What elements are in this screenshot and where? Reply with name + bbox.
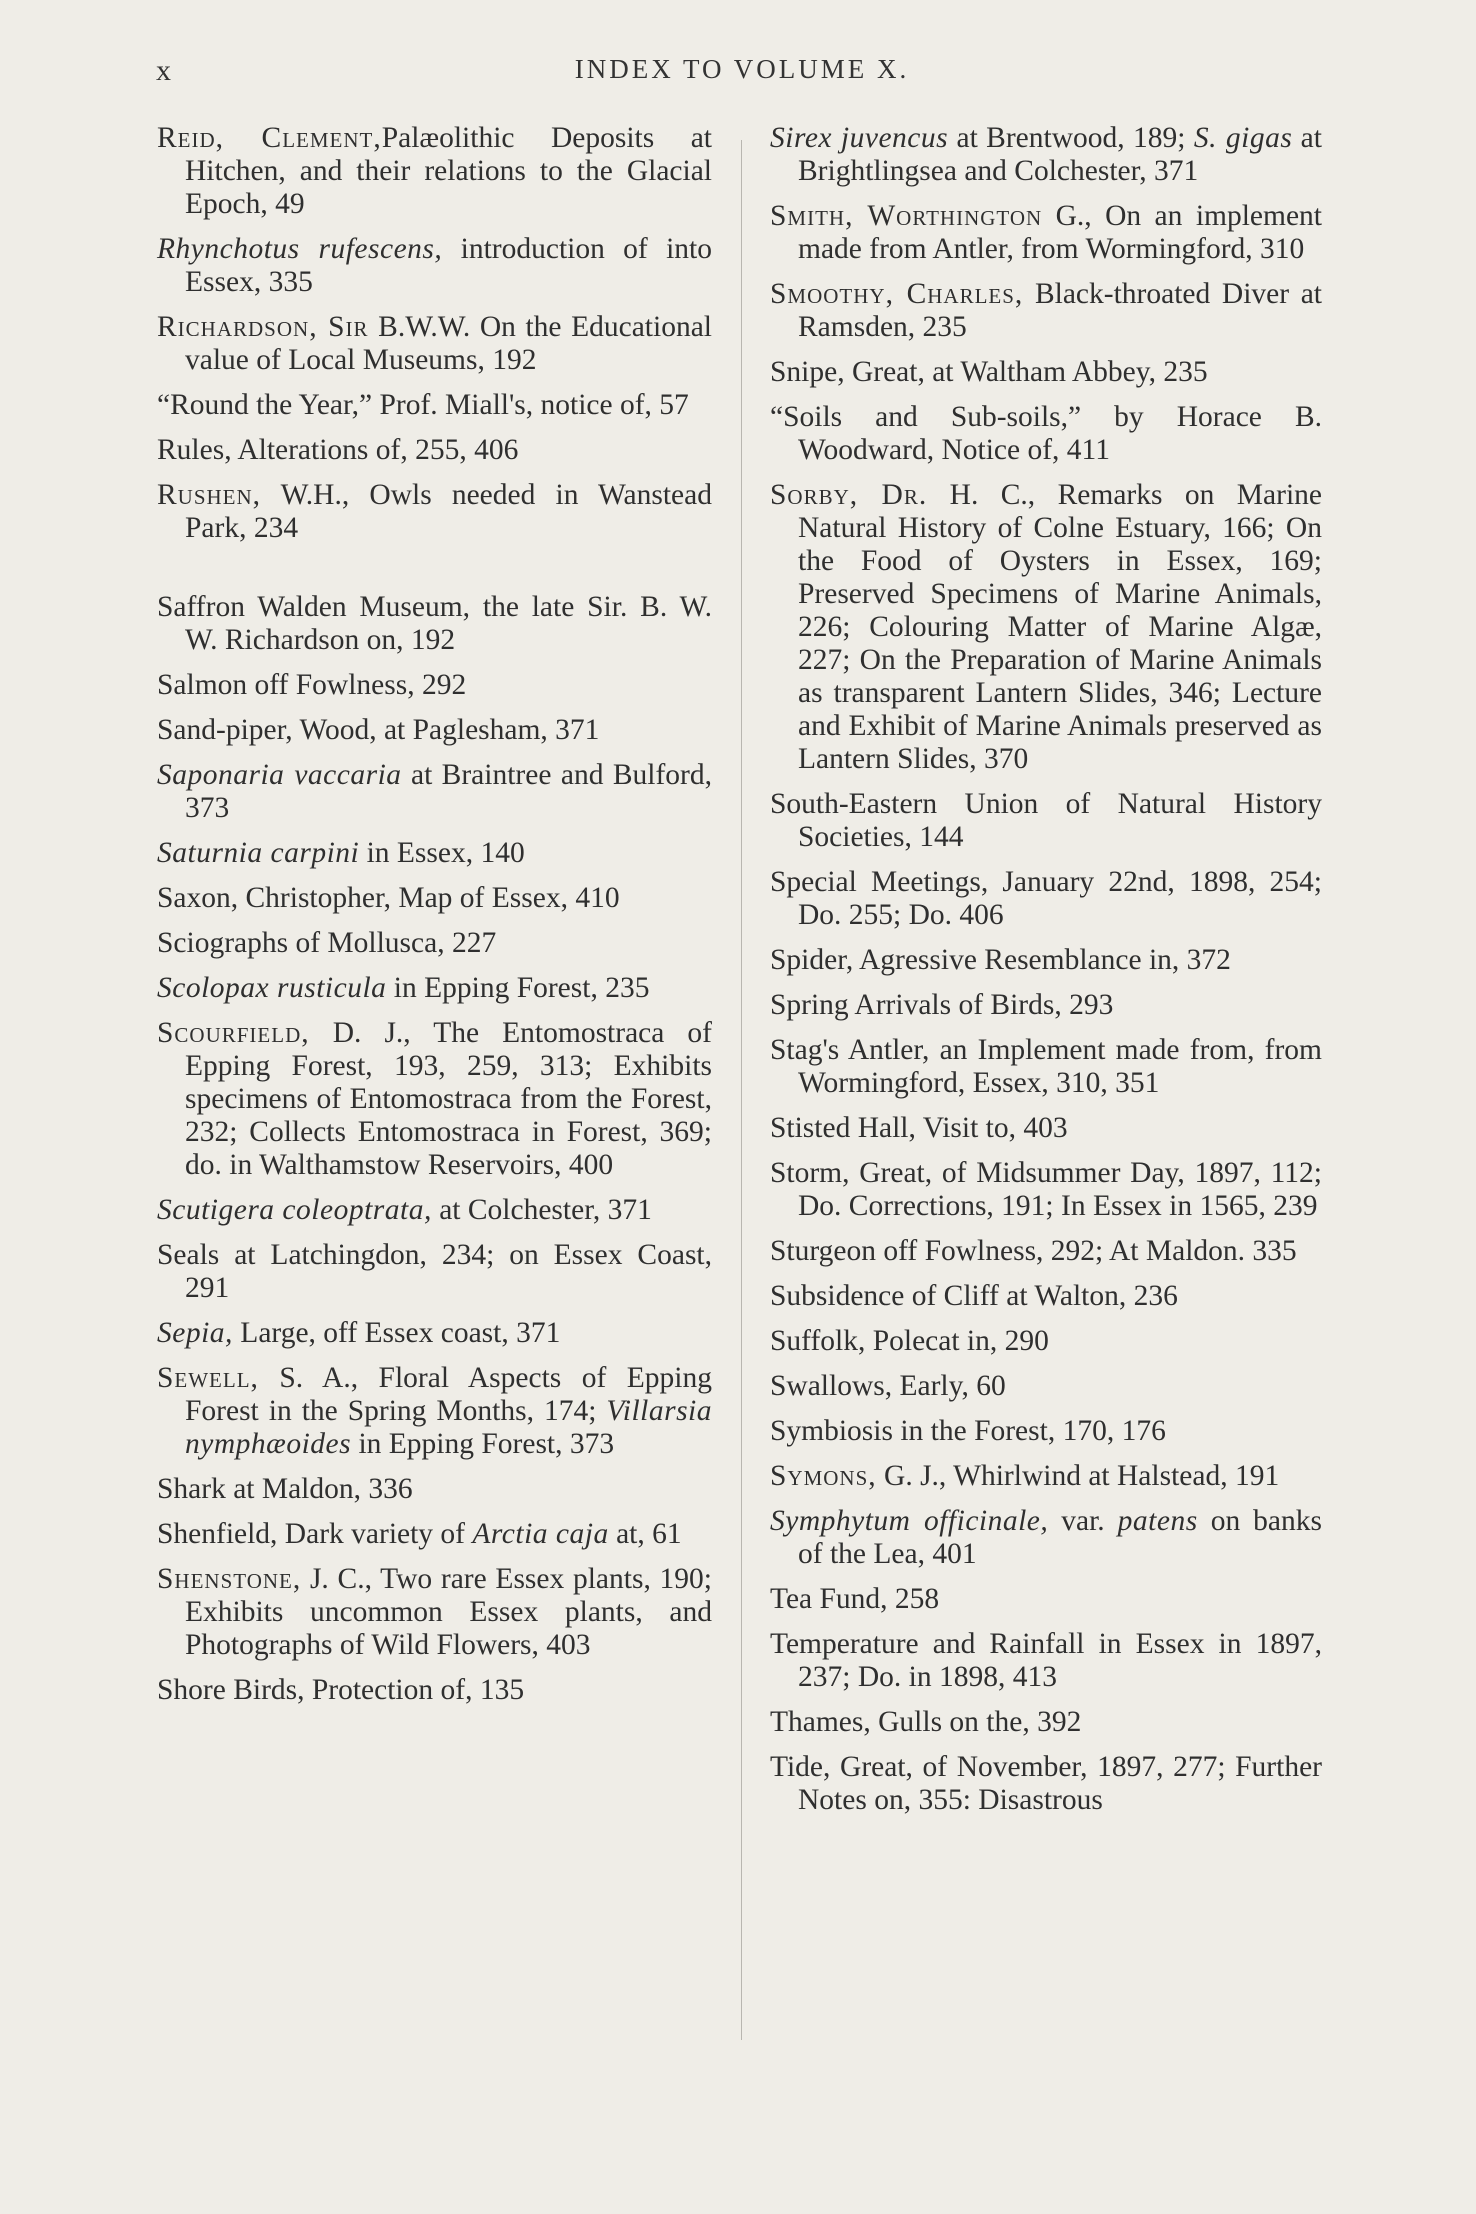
- index-entry: [157, 669, 712, 702]
- index-entry: [770, 788, 1322, 854]
- index-entry: [157, 311, 712, 377]
- index-entry: [157, 714, 712, 747]
- entry-text: Sciographs of Mollusca, 227: [157, 927, 497, 959]
- index-entry: [157, 1017, 712, 1182]
- entry-text: Salmon off Fowlness, 292: [157, 669, 467, 701]
- entry-taxon: Sirex juvencus: [770, 122, 949, 154]
- entry-author: Reid, Clement,: [157, 122, 382, 154]
- entry-text: Spring Arrivals of Birds, 293: [770, 989, 1114, 1021]
- index-entry: [157, 434, 712, 467]
- entry-text: introduction of into Essex, 335: [185, 233, 712, 298]
- entry-text: Special Meetings, January 22nd, 1898, 254; Do. 255; Do. 406: [770, 866, 1322, 931]
- entry-text: Swallows, Early, 60: [770, 1370, 1006, 1402]
- entry-text: Shark at Maldon, 336: [157, 1473, 413, 1505]
- running-title: INDEX TO VOLUME X.: [574, 54, 910, 84]
- entry-text: Large, off Essex coast, 371: [232, 1317, 561, 1349]
- index-entry: [770, 1415, 1322, 1448]
- index-entry: [770, 401, 1322, 467]
- index-entry: [770, 1112, 1322, 1145]
- page-number: x: [156, 54, 171, 87]
- index-entry: [770, 866, 1322, 932]
- entry-text: Saxon, Christopher, Map of Essex, 410: [157, 882, 620, 914]
- entry-taxon: S. gigas: [1193, 122, 1293, 154]
- entry-text: J. C., Two rare Essex plants, 190; Exhibits uncommon Essex plants, and Photographs of Wild Flowers, 403: [185, 1563, 712, 1661]
- entry-taxon: Symphytum officinale,: [770, 1505, 1049, 1537]
- entry-author: Shenstone,: [157, 1563, 302, 1595]
- entry-taxon: Scolopax rusticula: [157, 972, 387, 1004]
- entry-text: G. J., Whirlwind at Halstead, 191: [876, 1460, 1280, 1492]
- index-entry: [157, 479, 712, 545]
- entry-text: var.: [1048, 1505, 1118, 1537]
- entry-author: Richardson, Sir: [157, 311, 369, 343]
- index-entry: [770, 1280, 1322, 1313]
- entry-taxon: Saturnia carpini: [157, 837, 360, 869]
- index-entry: [157, 837, 712, 870]
- page-header: [152, 48, 1332, 92]
- entry-text: Black-throated Diver at Ramsden, 235: [798, 278, 1322, 343]
- entry-text: Tide, Great, of November, 1897, 277; Further Notes on, 355: Disastrous: [770, 1751, 1322, 1816]
- index-entry: [157, 1239, 712, 1305]
- entry-text: Temperature and Rainfall in Essex in 1897, 237; Do. in 1898, 413: [770, 1628, 1322, 1693]
- entry-taxon: Scutigera coleoptrata,: [157, 1194, 432, 1226]
- index-entry: [157, 1194, 712, 1227]
- index-entry: [157, 233, 712, 299]
- index-column-left: [157, 122, 712, 1719]
- entry-text: “Round the Year,” Prof. Miall's, notice of, 57: [157, 389, 689, 421]
- index-entry: [157, 927, 712, 960]
- entry-text: B.W.W. On the Educational value of Local Museums, 192: [185, 311, 712, 376]
- entry-taxon: Arctia caja: [472, 1518, 609, 1550]
- index-entry: [157, 972, 712, 1005]
- entry-text: Palæolithic Deposits at Hitchen, and their relations to the Glacial Epoch, 49: [185, 122, 712, 220]
- entry-text: Thames, Gulls on the, 392: [770, 1706, 1082, 1738]
- index-entry: [770, 1751, 1322, 1817]
- index-entry: [157, 1518, 712, 1551]
- column-divider: [741, 140, 742, 2040]
- entry-text: Saffron Walden Museum, the late Sir. B. W. W. Richardson on, 192: [157, 591, 712, 656]
- index-entry: [157, 1563, 712, 1662]
- entry-text: Spider, Agressive Resemblance in, 372: [770, 944, 1231, 976]
- entry-text: South-Eastern Union of Natural History Societies, 144: [770, 788, 1322, 853]
- index-entry: [157, 122, 712, 221]
- entry-text: Sturgeon off Fowlness, 292; At Maldon. 335: [770, 1235, 1297, 1267]
- index-entry: [770, 278, 1322, 344]
- index-column-right: [770, 122, 1322, 1829]
- index-entry: [770, 1370, 1322, 1403]
- index-entry: [157, 759, 712, 825]
- entry-text: in Essex, 140: [359, 837, 525, 869]
- entry-text: on banks of the Lea, 401: [798, 1505, 1322, 1570]
- index-entry: [770, 989, 1322, 1022]
- entry-text: Stag's Antler, an Implement made from, from Wormingford, Essex, 310, 351: [770, 1034, 1322, 1099]
- entry-text: Stisted Hall, Visit to, 403: [770, 1112, 1068, 1144]
- entry-taxon: patens: [1117, 1505, 1198, 1537]
- entry-taxon: Villarsia nymphæoides: [185, 1395, 712, 1460]
- index-entry: [770, 479, 1322, 776]
- index-entry: [157, 591, 712, 657]
- index-entry: [770, 1325, 1322, 1358]
- entry-author: Symons,: [770, 1460, 877, 1492]
- index-entry: [157, 389, 712, 422]
- index-entry: [770, 1706, 1322, 1739]
- index-entry: [770, 1583, 1322, 1616]
- entry-text: at Brentwood, 189;: [948, 122, 1194, 154]
- entry-text: in Epping Forest, 373: [351, 1428, 615, 1460]
- index-entry: [770, 200, 1322, 266]
- entry-text: D. J., The Entomostraca of Epping Forest, 193, 259, 313; Exhibits specimens of Entomostraca from the Forest, 232; Collects Entomostraca in Forest, 369; do. in Walthamstow Reservoirs, 400: [185, 1017, 712, 1181]
- index-entry: [770, 1157, 1322, 1223]
- entry-text: G., On an implement made from Antler, from Wormingford, 310: [798, 200, 1322, 265]
- index-entry: [770, 1235, 1322, 1268]
- entry-text: Snipe, Great, at Waltham Abbey, 235: [770, 356, 1208, 388]
- entry-author: Rushen,: [157, 479, 262, 511]
- index-entry: [770, 356, 1322, 389]
- entry-text: at Braintree and Bulford, 373: [185, 759, 712, 824]
- index-entry: [157, 1674, 712, 1707]
- entry-text: at Brightlingsea and Colchester, 371: [798, 122, 1322, 187]
- entry-text: Rules, Alterations of, 255, 406: [157, 434, 519, 466]
- entry-text: Sand-piper, Wood, at Paglesham, 371: [157, 714, 600, 746]
- entry-author: Smoothy, Charles,: [770, 278, 1024, 310]
- index-entry: [157, 1362, 712, 1461]
- index-entry: [770, 1460, 1322, 1493]
- entry-text: Shenfield, Dark variety of: [157, 1518, 473, 1550]
- entry-text: Tea Fund, 258: [770, 1583, 940, 1615]
- entry-text: at, 61: [608, 1518, 682, 1550]
- entry-text: Subsidence of Cliff at Walton, 236: [770, 1280, 1178, 1312]
- entry-text: S. A., Floral Aspects of Epping Forest in the Spring Months, 174;: [185, 1362, 712, 1427]
- entry-author: Scourfield,: [157, 1017, 310, 1049]
- entry-text: in Epping Forest, 235: [386, 972, 650, 1004]
- entry-author: Sorby, Dr.: [770, 479, 928, 511]
- entry-taxon: Saponaria vaccaria: [157, 759, 402, 791]
- index-entry: [157, 1317, 712, 1350]
- index-entry: [770, 1034, 1322, 1100]
- entry-text: Seals at Latchingdon, 234; on Essex Coast, 291: [157, 1239, 712, 1304]
- entry-author: Sewell,: [157, 1362, 259, 1394]
- entry-text: Suffolk, Polecat in, 290: [770, 1325, 1049, 1357]
- entry-author: Smith, Worthington: [770, 200, 1043, 232]
- index-entry: [770, 1628, 1322, 1694]
- entry-text: H. C., Remarks on Marine Natural History of Colne Estuary, 166; On the Food of Oysters in Essex, 169; Preserved Specimens of Marine Animals, 226; Colouring Matter of Marine Algæ, 227; On the Preparation of Marine Animals as transparent Lantern Slides, 346; Lecture and Exhibit of Marine Animals preserved as Lantern Slides, 370: [798, 479, 1322, 775]
- index-entry: [157, 1473, 712, 1506]
- entry-taxon: Rhynchotus rufescens,: [157, 233, 443, 265]
- index-entry: [770, 122, 1322, 188]
- index-entry: [157, 882, 712, 915]
- entry-text: at Colchester, 371: [431, 1194, 652, 1226]
- entry-text: W.H., Owls needed in Wanstead Park, 234: [185, 479, 712, 544]
- entry-text: Symbiosis in the Forest, 170, 176: [770, 1415, 1166, 1447]
- entry-text: Storm, Great, of Midsummer Day, 1897, 112; Do. Corrections, 191; In Essex in 1565, 239: [770, 1157, 1322, 1222]
- entry-text: Shore Birds, Protection of, 135: [157, 1674, 525, 1706]
- entry-text: “Soils and Sub-soils,” by Horace B. Woodward, Notice of, 411: [770, 401, 1322, 466]
- index-entry: [770, 1505, 1322, 1571]
- entry-taxon: Sepia,: [157, 1317, 233, 1349]
- index-entry: [770, 944, 1322, 977]
